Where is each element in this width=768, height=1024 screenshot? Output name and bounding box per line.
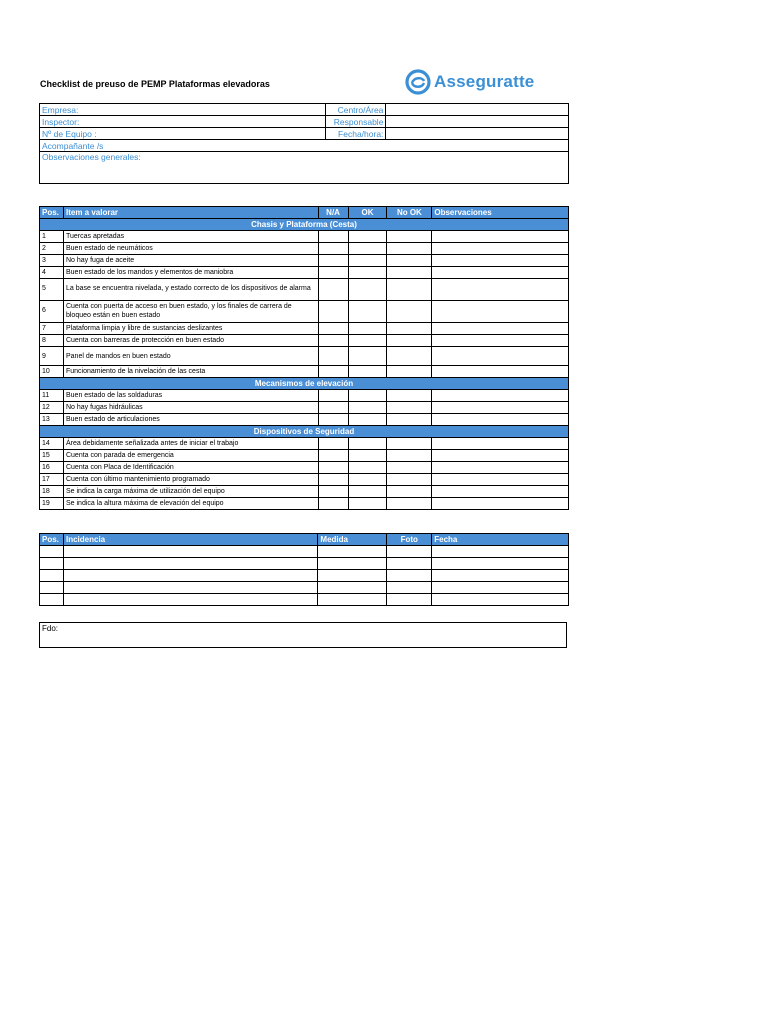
checklist-row bbox=[40, 301, 569, 323]
incident-desc-cell[interactable] bbox=[63, 594, 317, 606]
na-cell[interactable] bbox=[318, 486, 348, 498]
ok-cell[interactable] bbox=[348, 279, 387, 301]
item-text: Buen estado de las soldaduras bbox=[63, 390, 318, 402]
incident-row bbox=[40, 546, 569, 558]
na-cell[interactable] bbox=[318, 347, 348, 366]
checklist-row bbox=[40, 498, 569, 510]
na-cell[interactable] bbox=[318, 335, 348, 347]
item-text: Panel de mandos en buen estado bbox=[63, 347, 318, 366]
incident-medida-cell[interactable] bbox=[318, 582, 387, 594]
item-pos: 18 bbox=[40, 486, 64, 498]
na-cell[interactable] bbox=[318, 243, 348, 255]
label-empresa: Empresa: bbox=[40, 104, 326, 116]
checklist-row bbox=[40, 486, 569, 498]
item-pos: 13 bbox=[40, 414, 64, 426]
signature-label: Fdo: bbox=[42, 624, 59, 633]
ok-cell[interactable] bbox=[348, 243, 387, 255]
item-text: Funcionamiento de la nivelación de las cesta bbox=[63, 366, 318, 378]
observaciones-cell[interactable] bbox=[432, 301, 569, 323]
nook-cell[interactable] bbox=[387, 402, 432, 414]
nook-cell[interactable] bbox=[387, 498, 432, 510]
na-cell[interactable] bbox=[318, 366, 348, 378]
incident-desc-cell[interactable] bbox=[63, 546, 317, 558]
na-cell[interactable] bbox=[318, 255, 348, 267]
label-fecha-hora: Fecha/hora: bbox=[326, 128, 386, 140]
item-pos: 6 bbox=[40, 301, 64, 323]
col-na: N/A bbox=[318, 207, 348, 219]
incident-pos-cell[interactable] bbox=[40, 558, 64, 570]
checklist-row bbox=[40, 450, 569, 462]
ok-cell[interactable] bbox=[348, 267, 387, 279]
incident-desc-cell[interactable] bbox=[63, 570, 317, 582]
checklist-row bbox=[40, 347, 569, 366]
field-centro[interactable] bbox=[386, 104, 569, 116]
section-header-row bbox=[40, 219, 569, 231]
checklist-row bbox=[40, 390, 569, 402]
item-text: Se indica la carga máxima de utilización del equipo bbox=[63, 486, 318, 498]
ok-cell[interactable] bbox=[348, 390, 387, 402]
item-pos: 17 bbox=[40, 474, 64, 486]
incident-pos-cell[interactable] bbox=[40, 546, 64, 558]
item-pos: 15 bbox=[40, 450, 64, 462]
item-pos: 2 bbox=[40, 243, 64, 255]
item-pos: 19 bbox=[40, 498, 64, 510]
incident-foto-cell[interactable] bbox=[387, 546, 432, 558]
nook-cell[interactable] bbox=[387, 438, 432, 450]
checklist-row bbox=[40, 255, 569, 267]
incident-medida-cell[interactable] bbox=[318, 594, 387, 606]
item-text: Área debidamente señalizada antes de iniciar el trabajo bbox=[63, 438, 318, 450]
ok-cell[interactable] bbox=[348, 347, 387, 366]
col-medida: Medida bbox=[318, 534, 387, 546]
ok-cell[interactable] bbox=[348, 402, 387, 414]
nook-cell[interactable] bbox=[387, 450, 432, 462]
observaciones-cell[interactable] bbox=[432, 267, 569, 279]
item-text: Cuenta con Placa de Identificación bbox=[63, 462, 318, 474]
label-centro: Centro/Área bbox=[326, 104, 386, 116]
na-cell[interactable] bbox=[318, 402, 348, 414]
section-title: Chasis y Plataforma (Cesta) bbox=[40, 219, 569, 231]
na-cell[interactable] bbox=[318, 462, 348, 474]
item-pos: 5 bbox=[40, 279, 64, 301]
section-header-row bbox=[40, 378, 569, 390]
incident-foto-cell[interactable] bbox=[387, 582, 432, 594]
section-title: Dispositivos de Seguridad bbox=[40, 426, 569, 438]
signature-box[interactable] bbox=[39, 622, 567, 648]
ok-cell[interactable] bbox=[348, 301, 387, 323]
na-cell[interactable] bbox=[318, 414, 348, 426]
nook-cell[interactable] bbox=[387, 301, 432, 323]
ok-cell[interactable] bbox=[348, 231, 387, 243]
observaciones-cell[interactable] bbox=[432, 231, 569, 243]
na-cell[interactable] bbox=[318, 450, 348, 462]
observaciones-cell[interactable] bbox=[432, 462, 569, 474]
ok-cell[interactable] bbox=[348, 414, 387, 426]
item-pos: 8 bbox=[40, 335, 64, 347]
checklist-row bbox=[40, 414, 569, 426]
item-pos: 7 bbox=[40, 323, 64, 335]
item-text: Cuenta con barreras de protección en buen estado bbox=[63, 335, 318, 347]
item-pos: 9 bbox=[40, 347, 64, 366]
item-text: Se indica la altura máxima de elevación del equipo bbox=[63, 498, 318, 510]
observaciones-cell[interactable] bbox=[432, 402, 569, 414]
incident-row bbox=[40, 582, 569, 594]
incident-fecha-cell[interactable] bbox=[432, 558, 569, 570]
ok-cell[interactable] bbox=[348, 462, 387, 474]
label-acompanante: Acompañante /s bbox=[40, 140, 569, 152]
item-pos: 10 bbox=[40, 366, 64, 378]
incident-desc-cell[interactable] bbox=[63, 558, 317, 570]
incident-row bbox=[40, 558, 569, 570]
nook-cell[interactable] bbox=[387, 414, 432, 426]
incident-pos-cell[interactable] bbox=[40, 582, 64, 594]
ok-cell[interactable] bbox=[348, 450, 387, 462]
na-cell[interactable] bbox=[318, 474, 348, 486]
col-incidencia: Incidencia bbox=[63, 534, 317, 546]
field-responsable[interactable] bbox=[386, 116, 569, 128]
observaciones-cell[interactable] bbox=[432, 486, 569, 498]
observaciones-cell[interactable] bbox=[432, 347, 569, 366]
item-pos: 4 bbox=[40, 267, 64, 279]
item-text: Buen estado de articulaciones bbox=[63, 414, 318, 426]
observaciones-cell[interactable] bbox=[432, 474, 569, 486]
observaciones-cell[interactable] bbox=[432, 279, 569, 301]
checklist-table bbox=[39, 206, 569, 510]
nook-cell[interactable] bbox=[387, 335, 432, 347]
ok-cell[interactable] bbox=[348, 255, 387, 267]
observaciones-cell[interactable] bbox=[432, 450, 569, 462]
checklist-row bbox=[40, 462, 569, 474]
section-header-row bbox=[40, 426, 569, 438]
section-title: Mecanismos de elevación bbox=[40, 378, 569, 390]
ok-cell[interactable] bbox=[348, 474, 387, 486]
item-pos: 14 bbox=[40, 438, 64, 450]
nook-cell[interactable] bbox=[387, 279, 432, 301]
item-text: Cuenta con puerta de acceso en buen estado, y los finales de carrera de bloqueo están en buen estado bbox=[63, 301, 318, 323]
nook-cell[interactable] bbox=[387, 255, 432, 267]
nook-cell[interactable] bbox=[387, 486, 432, 498]
incident-medida-cell[interactable] bbox=[318, 570, 387, 582]
observaciones-cell[interactable] bbox=[432, 243, 569, 255]
col-nook: No OK bbox=[387, 207, 432, 219]
ok-cell[interactable] bbox=[348, 486, 387, 498]
item-pos: 11 bbox=[40, 390, 64, 402]
nook-cell[interactable] bbox=[387, 323, 432, 335]
label-equipo: Nº de Equipo : bbox=[40, 128, 326, 140]
nook-cell[interactable] bbox=[387, 474, 432, 486]
na-cell[interactable] bbox=[318, 498, 348, 510]
observaciones-cell[interactable] bbox=[432, 498, 569, 510]
label-responsable: Responsable bbox=[326, 116, 386, 128]
checklist-row bbox=[40, 438, 569, 450]
na-cell[interactable] bbox=[318, 231, 348, 243]
checklist-header-row bbox=[40, 207, 569, 219]
nook-cell[interactable] bbox=[387, 267, 432, 279]
col-inc-pos: Pos. bbox=[40, 534, 64, 546]
col-observaciones: Observaciones bbox=[432, 207, 569, 219]
observaciones-cell[interactable] bbox=[432, 414, 569, 426]
nook-cell[interactable] bbox=[387, 462, 432, 474]
incidents-table bbox=[39, 533, 569, 606]
checklist-row bbox=[40, 231, 569, 243]
ok-cell[interactable] bbox=[348, 366, 387, 378]
col-fecha: Fecha bbox=[432, 534, 569, 546]
item-text: Plataforma limpia y libre de sustancias deslizantes bbox=[63, 323, 318, 335]
label-inspector: Inspector: bbox=[40, 116, 326, 128]
item-pos: 3 bbox=[40, 255, 64, 267]
incident-desc-cell[interactable] bbox=[63, 582, 317, 594]
incident-fecha-cell[interactable] bbox=[432, 570, 569, 582]
na-cell[interactable] bbox=[318, 438, 348, 450]
observaciones-cell[interactable] bbox=[432, 438, 569, 450]
col-item: Item a valorar bbox=[63, 207, 318, 219]
ok-cell[interactable] bbox=[348, 335, 387, 347]
na-cell[interactable] bbox=[318, 390, 348, 402]
checklist-row bbox=[40, 335, 569, 347]
checklist-row bbox=[40, 279, 569, 301]
nook-cell[interactable] bbox=[387, 231, 432, 243]
item-text: Buen estado de los mandos y elementos de maniobra bbox=[63, 267, 318, 279]
ok-cell[interactable] bbox=[348, 438, 387, 450]
observaciones-cell[interactable] bbox=[432, 323, 569, 335]
document-title: Checklist de preuso de PEMP Plataformas elevadoras bbox=[40, 79, 270, 89]
incident-pos-cell[interactable] bbox=[40, 570, 64, 582]
col-pos: Pos. bbox=[40, 207, 64, 219]
incident-medida-cell[interactable] bbox=[318, 558, 387, 570]
nook-cell[interactable] bbox=[387, 347, 432, 366]
checklist-row bbox=[40, 267, 569, 279]
header-info-table bbox=[39, 103, 569, 184]
checklist-row bbox=[40, 243, 569, 255]
incident-foto-cell[interactable] bbox=[387, 558, 432, 570]
checklist-row bbox=[40, 366, 569, 378]
incident-fecha-cell[interactable] bbox=[432, 582, 569, 594]
item-text: Cuenta con último mantenimiento programado bbox=[63, 474, 318, 486]
ok-cell[interactable] bbox=[348, 498, 387, 510]
item-text: La base se encuentra nivelada, y estado correcto de los dispositivos de alarma bbox=[63, 279, 318, 301]
observaciones-cell[interactable] bbox=[432, 335, 569, 347]
nook-cell[interactable] bbox=[387, 366, 432, 378]
incidents-header-row bbox=[40, 534, 569, 546]
item-pos: 12 bbox=[40, 402, 64, 414]
incident-foto-cell[interactable] bbox=[387, 594, 432, 606]
incident-foto-cell[interactable] bbox=[387, 570, 432, 582]
observaciones-cell[interactable] bbox=[432, 390, 569, 402]
logo-mark-icon bbox=[405, 69, 431, 95]
checklist-row bbox=[40, 323, 569, 335]
na-cell[interactable] bbox=[318, 323, 348, 335]
observaciones-cell[interactable] bbox=[432, 366, 569, 378]
observaciones-cell[interactable] bbox=[432, 255, 569, 267]
ok-cell[interactable] bbox=[348, 323, 387, 335]
item-text: Tuercas apretadas bbox=[63, 231, 318, 243]
incident-row bbox=[40, 570, 569, 582]
na-cell[interactable] bbox=[318, 279, 348, 301]
incident-fecha-cell[interactable] bbox=[432, 546, 569, 558]
na-cell[interactable] bbox=[318, 301, 348, 323]
incident-fecha-cell[interactable] bbox=[432, 594, 569, 606]
checklist-row bbox=[40, 474, 569, 486]
col-foto: Foto bbox=[387, 534, 432, 546]
logo-text: Asseguratte bbox=[434, 72, 535, 91]
na-cell[interactable] bbox=[318, 267, 348, 279]
item-text: No hay fugas hidráulicas bbox=[63, 402, 318, 414]
company-logo bbox=[405, 69, 534, 95]
checklist-row bbox=[40, 402, 569, 414]
item-text: Cuenta con parada de emergencia bbox=[63, 450, 318, 462]
field-fecha-hora[interactable] bbox=[386, 128, 569, 140]
col-ok: OK bbox=[348, 207, 387, 219]
item-text: Buen estado de neumáticos bbox=[63, 243, 318, 255]
incident-pos-cell[interactable] bbox=[40, 594, 64, 606]
nook-cell[interactable] bbox=[387, 243, 432, 255]
item-text: No hay fuga de aceite bbox=[63, 255, 318, 267]
item-pos: 1 bbox=[40, 231, 64, 243]
incident-row bbox=[40, 594, 569, 606]
nook-cell[interactable] bbox=[387, 390, 432, 402]
item-pos: 16 bbox=[40, 462, 64, 474]
label-observaciones: Observaciones generales: bbox=[40, 152, 569, 184]
incident-medida-cell[interactable] bbox=[318, 546, 387, 558]
